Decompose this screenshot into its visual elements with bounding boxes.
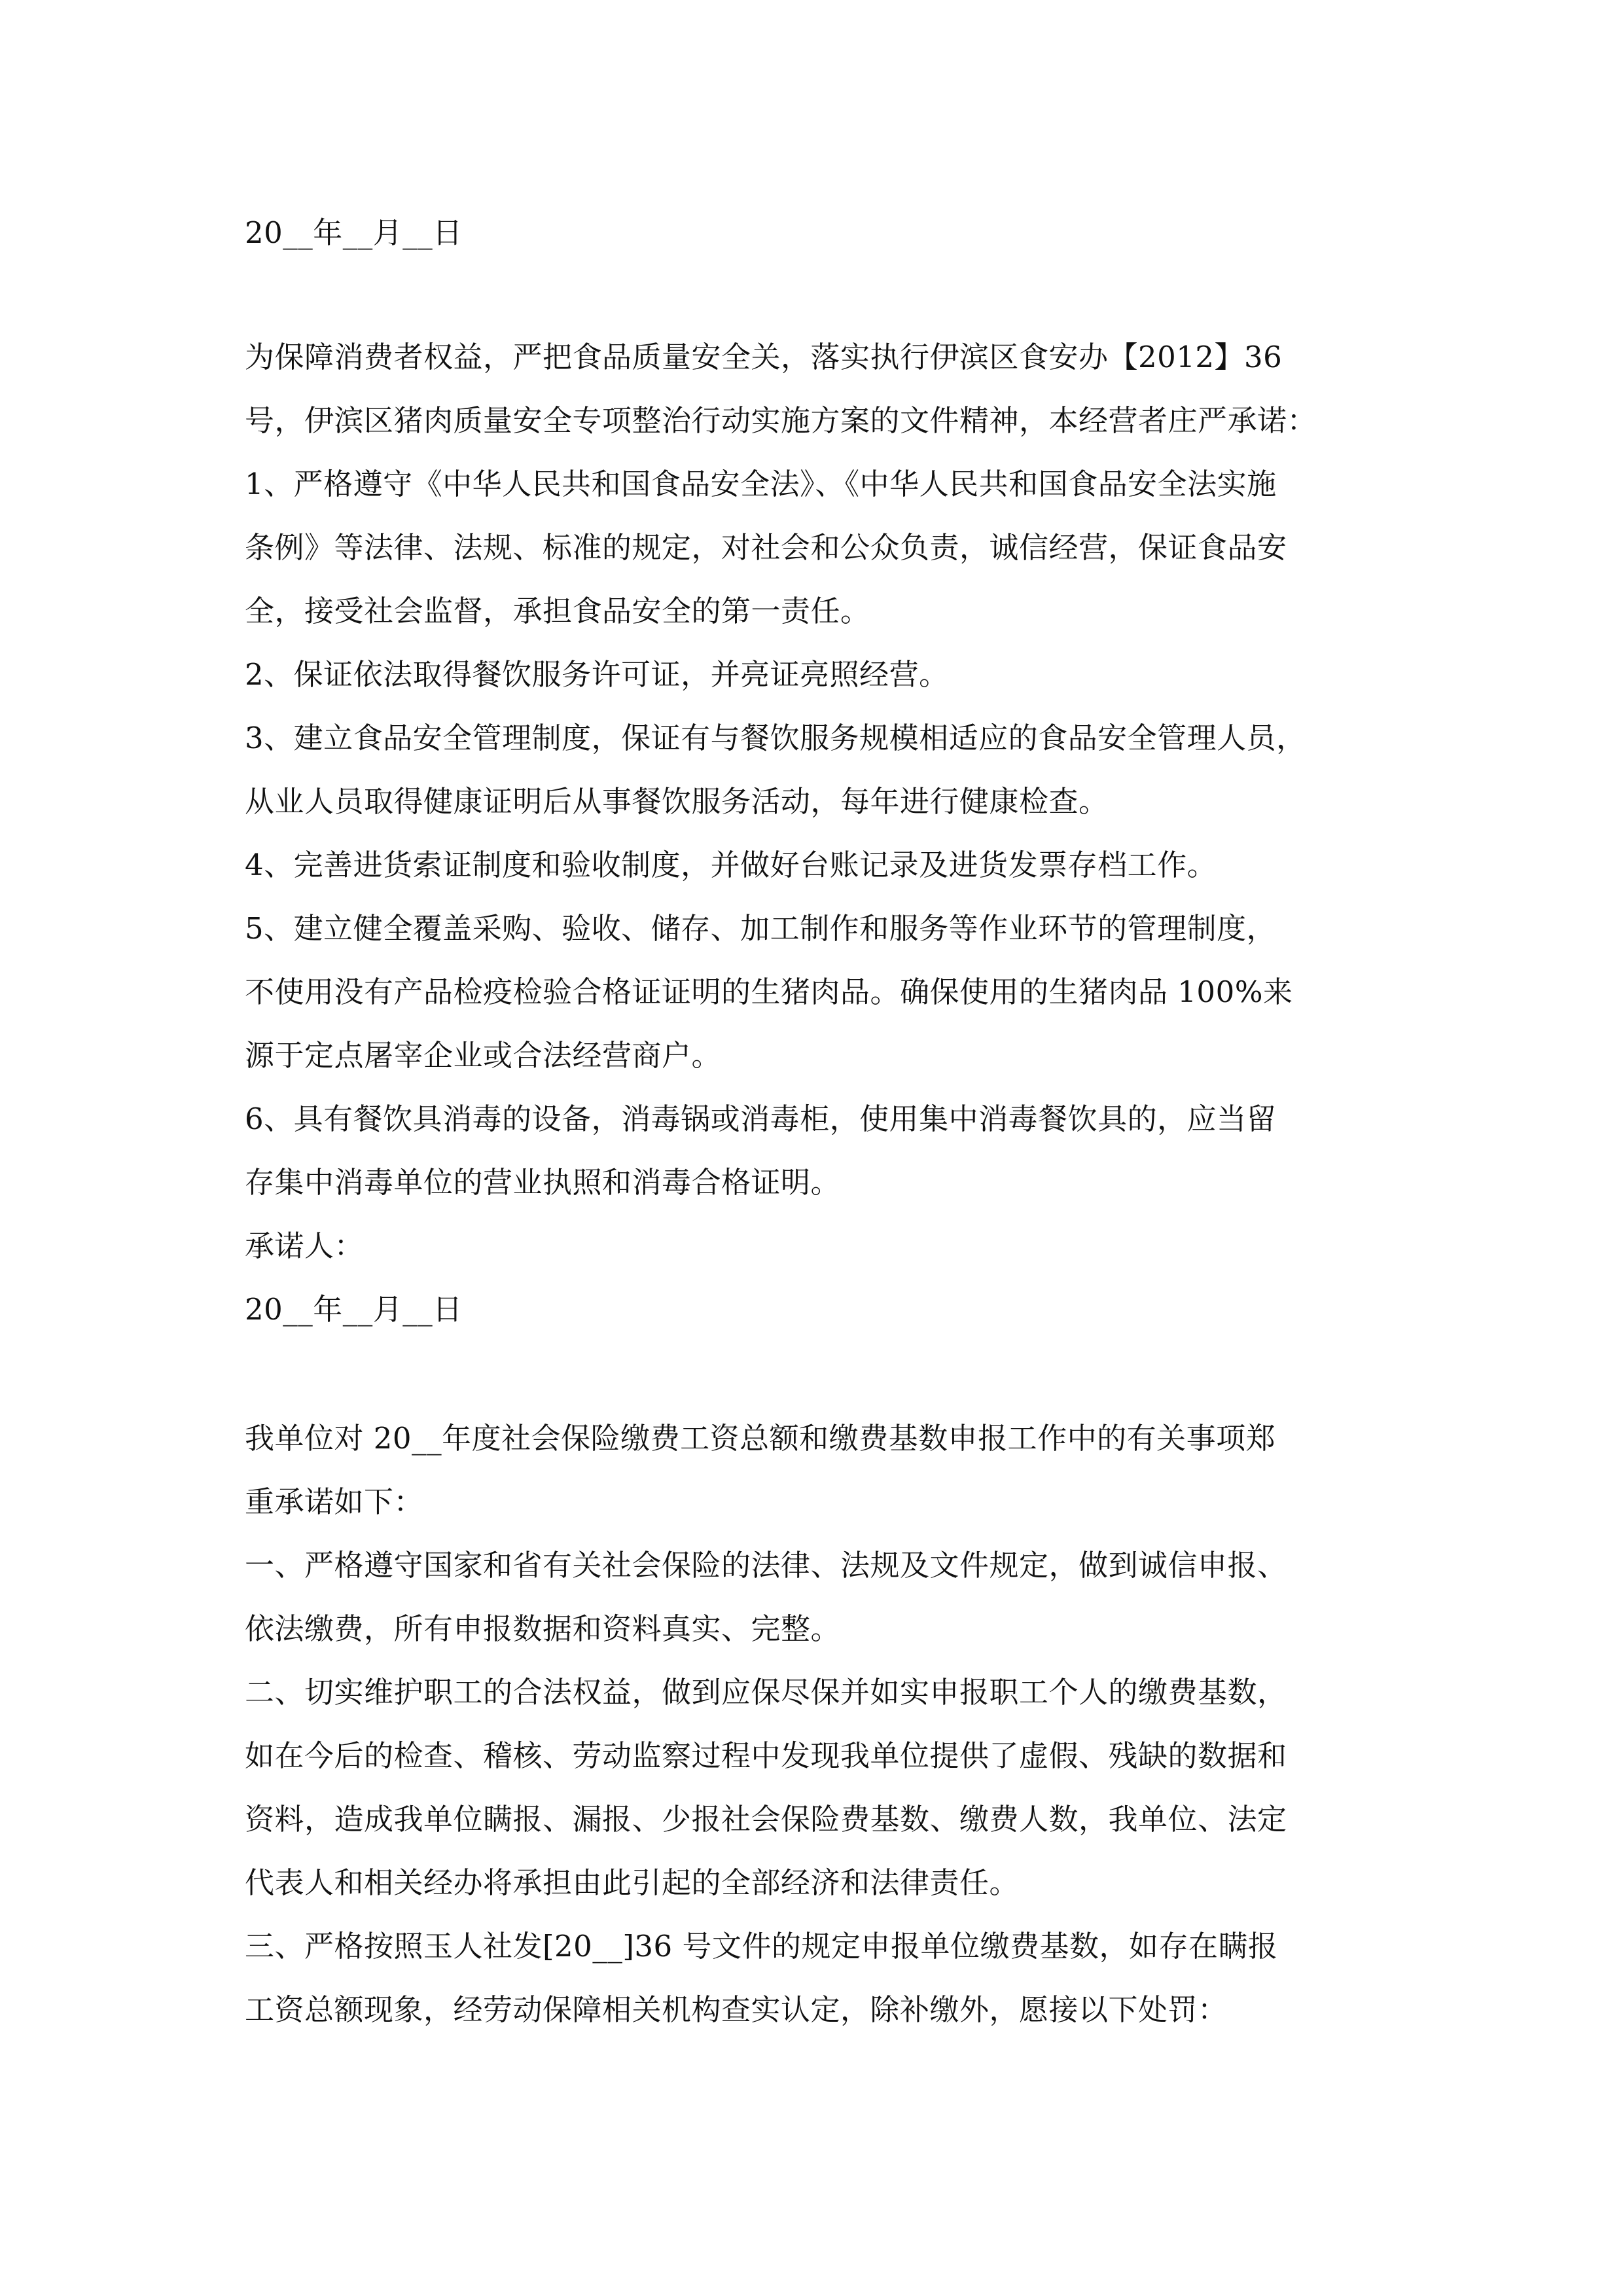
insurance-commitment-line: 资料，造成我单位瞒报、漏报、少报社会保险费基数、缴费人数，我单位、法定 (245, 1802, 1287, 1837)
date-line-2: 20__年__月__日 (245, 1292, 463, 1327)
insurance-commitment-line: 三、严格按照玉人社发[20__]36 号文件的规定申报单位缴费基数，如存在瞒报 (245, 1929, 1278, 1964)
insurance-commitment-line: 我单位对 20__年度社会保险缴费工资总额和缴费基数申报工作中的有关事项郑 (245, 1421, 1276, 1456)
commitment-item-line: 2、保证依法取得餐饮服务许可证，并亮证亮照经营。 (245, 657, 949, 692)
commitment-item-line: 6、具有餐饮具消毒的设备，消毒锅或消毒柜，使用集中消毒餐饮具的，应当留 (245, 1102, 1277, 1136)
insurance-commitment-line: 代表人和相关经办将承担由此引起的全部经济和法律责任。 (245, 1865, 1020, 1900)
commitment-item-line: 源于定点屠宰企业或合法经营商户。 (245, 1038, 722, 1073)
insurance-commitment-line: 一、严格遵守国家和省有关社会保险的法律、法规及文件规定，做到诚信申报、 (245, 1548, 1287, 1583)
commitment-item-line: 5、建立健全覆盖采购、验收、储存、加工制作和服务等作业环节的管理制度， (245, 911, 1277, 946)
commitment-item-line: 全，接受社会监督，承担食品安全的第一责任。 (245, 594, 870, 628)
commitment-item-line: 不使用没有产品检疫检验合格证证明的生猪肉品。确保使用的生猪肉品 100%来 (245, 975, 1293, 1009)
commitment-intro-line-2: 号，伊滨区猪肉质量安全专项整治行动实施方案的文件精神，本经营者庄严承诺： (245, 403, 1317, 438)
insurance-commitment-line: 如在今后的检查、稽核、劳动监察过程中发现我单位提供了虚假、残缺的数据和 (245, 1738, 1287, 1773)
signer-label: 承诺人： (245, 1229, 365, 1263)
commitment-item-line: 从业人员取得健康证明后从事餐饮服务活动，每年进行健康检查。 (245, 784, 1109, 819)
commitment-intro-line-1: 为保障消费者权益，严把食品质量安全关，落实执行伊滨区食安办【2012】36 (245, 340, 1283, 374)
commitment-item-line: 4、完善进货索证制度和验收制度，并做好台账记录及进货发票存档工作。 (245, 848, 1217, 882)
commitment-item-line: 条例》等法律、法规、标准的规定，对社会和公众负责，诚信经营，保证食品安 (245, 530, 1287, 565)
insurance-commitment-line: 工资总额现象，经劳动保障相关机构查实认定，除补缴外，愿接以下处罚： (245, 1992, 1228, 2027)
commitment-item-line: 3、建立食品安全管理制度，保证有与餐饮服务规模相适应的食品安全管理人员， (245, 721, 1306, 755)
insurance-commitment-line: 依法缴费，所有申报数据和资料真实、完整。 (245, 1611, 841, 1646)
commitment-item-line: 存集中消毒单位的营业执照和消毒合格证明。 (245, 1165, 841, 1200)
insurance-commitment-line: 重承诺如下： (245, 1484, 424, 1519)
commitment-item-line: 1、严格遵守《中华人民共和国食品安全法》、《中华人民共和国食品安全法实施 (245, 467, 1277, 501)
insurance-commitment-line: 二、切实维护职工的合法权益，做到应保尽保并如实申报职工个人的缴费基数， (245, 1675, 1287, 1710)
date-line-1: 20__年__月__日 (245, 215, 463, 250)
